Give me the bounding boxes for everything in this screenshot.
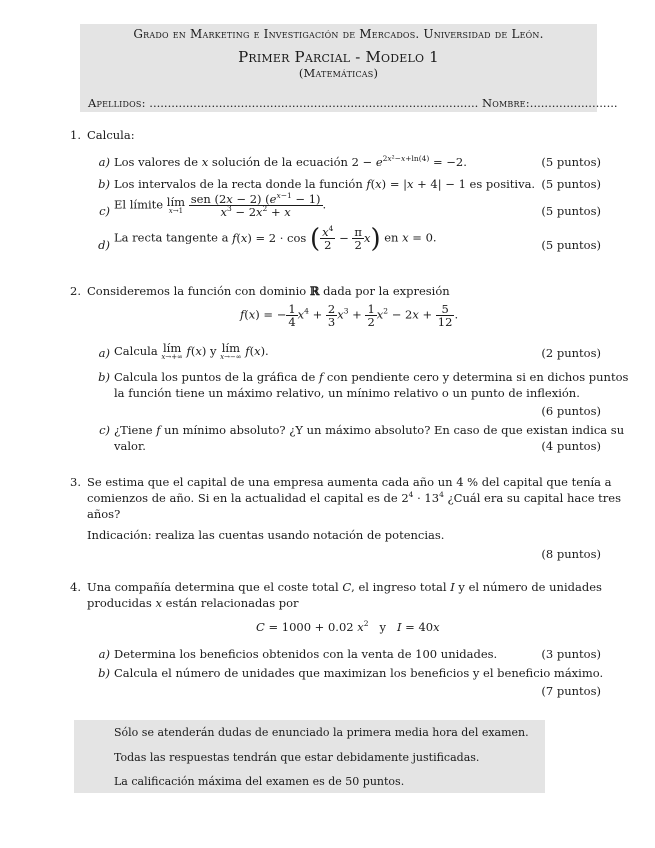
math-point: x = 0.	[402, 230, 437, 245]
text-segment: y	[209, 344, 217, 358]
question-line-3: años?	[87, 507, 121, 521]
name-label: Nombre:	[481, 96, 530, 110]
item-letter: b)	[98, 177, 110, 191]
math-fraction: $\frac{sen (2x - 2) (e^{x-1} - 1)}{x^3 - 2x^2 + x}$	[190, 191, 321, 219]
question-line-1: Una compañía determina que el coste total C, el ingreso total I y el número de unidades	[87, 580, 602, 594]
math-var: f	[318, 370, 324, 384]
points: (5 puntos)	[541, 155, 601, 169]
item-text-line-1	[114, 423, 624, 437]
note-3: La calificación máxima del examen es de 50 puntos.	[114, 775, 405, 788]
item-letter: b)	[98, 666, 110, 680]
institution-line: Grado en Marketing e Investigación de Mercados. Universidad de León.	[133, 27, 544, 41]
math-function-definition: f(x) = − $\frac{1}{4}$ $x^4$ + $\frac{2}{3}$ $x^3$ + $\frac{1}{2}$ $x^2 - 2x$ + $\frac{5}{12}$ .	[240, 302, 459, 329]
question-intro: Calcula:	[87, 128, 135, 142]
question-number: 2.	[70, 284, 81, 298]
text-segment: el ingreso total	[358, 580, 447, 594]
text-segment: Una compañía determina que el coste total	[87, 580, 339, 594]
math-limit: lím x→−∞	[220, 341, 242, 361]
math-equations: C = 1000 + 0.02 $x^2$ y I = 40x	[256, 619, 440, 634]
text-segment: es positiva.	[469, 177, 536, 191]
item-text: Calcula el número de unidades que maximizan los beneficios y el beneficio máximo.	[114, 666, 604, 680]
text-segment: La recta tangente a	[114, 230, 229, 245]
points: (6 puntos)	[541, 404, 601, 418]
points: (3 puntos)	[541, 647, 601, 661]
question-number: 4.	[70, 580, 81, 594]
exam-notes	[74, 720, 545, 793]
question-hint: Indicación: realiza las cuentas usando notación de potencias.	[87, 528, 445, 542]
points: (5 puntos)	[541, 238, 601, 252]
item-text	[114, 177, 535, 191]
item-text-line-2: valor.	[114, 439, 146, 453]
text-segment: están relacionadas por	[165, 596, 299, 610]
item-text-line-1	[114, 370, 628, 384]
math-var: x	[155, 596, 162, 610]
text-segment: en	[384, 230, 399, 245]
note-2: Todas las respuestas tendrán que estar debidamente justificadas.	[114, 751, 480, 764]
question-line-2	[87, 596, 299, 610]
note-1: Sólo se atenderán dudas de enunciado la primera media hora del examen.	[114, 726, 529, 739]
math-var: C	[342, 580, 352, 594]
item-letter: a)	[98, 346, 110, 360]
text-segment: Los intervalos de la recta donde la función	[114, 177, 363, 191]
math-capital: $2^4 \cdot 13^4$	[401, 490, 444, 505]
math-var: I	[450, 580, 455, 594]
surnames-field[interactable]: ..........................................................................................	[149, 96, 479, 110]
item-letter: d)	[98, 238, 110, 252]
math-function: f(x) = 2 · cos ( $\frac{x^4}{2}$ − $\frac{\pi}{2}$ x)	[232, 223, 381, 254]
student-fields	[88, 96, 618, 110]
question-number: 3.	[70, 475, 81, 489]
text-segment: ¿Tiene	[114, 423, 153, 437]
text-segment: y	[379, 620, 386, 634]
exam-header	[80, 24, 618, 112]
item-letter: a)	[98, 155, 110, 169]
surnames-label: Apellidos:	[88, 96, 146, 110]
text-segment: con pendiente cero y determina si en dichos puntos	[326, 370, 629, 384]
math-limit: lím x→1	[166, 194, 186, 215]
text-segment: Calcula	[114, 344, 158, 358]
item-text	[114, 155, 467, 169]
item-letter: c)	[99, 204, 110, 218]
text-segment: y el número de unidades	[458, 580, 602, 594]
question-number: 1.	[70, 128, 81, 142]
math-limit: lím x→+∞	[161, 341, 183, 361]
text-segment: dada por la expresión	[323, 284, 450, 298]
points: (8 puntos)	[541, 547, 601, 561]
text-segment: producidas	[87, 596, 152, 610]
item-letter: a)	[98, 647, 110, 661]
math-reals: ℝ	[309, 284, 320, 298]
text-segment: Calcula los puntos de la gráfica de	[114, 370, 316, 384]
text-segment: comienzos de año. Si en la actualidad el capital es de	[87, 491, 398, 505]
item-text: Calcula lím x→+∞ f(x) y lím x→−∞ f(x).	[114, 341, 269, 361]
question-line-2	[87, 491, 621, 505]
math-equation: $2 - e^{2x^2-x+ln(4)} = -2$.	[351, 154, 467, 169]
text-segment: un mínimo absoluto? ¿Y un máximo absoluto? En caso de que existan indica su	[164, 423, 625, 437]
math-var: f	[156, 423, 161, 437]
exam-subject: (Matemáticas)	[298, 66, 379, 80]
text-segment: solución de la ecuación	[211, 155, 348, 169]
text-segment: ¿Cuál era su capital hace tres	[447, 491, 621, 505]
points: (2 puntos)	[541, 346, 601, 360]
points: (7 puntos)	[541, 684, 601, 698]
item-text	[114, 223, 437, 254]
text-segment: Los valores de	[114, 155, 199, 169]
item-text: El límite lím x→1 $\frac{sen (2x - 2) (e^{x-1} - 1)}{x^3 - 2x^2 + x}$ .	[114, 191, 327, 219]
name-field[interactable]: ........................	[529, 96, 618, 110]
points: (5 puntos)	[541, 177, 601, 191]
exam-title: Primer Parcial - Modelo 1	[238, 48, 439, 66]
math-function: f(x) = |x + 4| − 1	[366, 177, 466, 191]
text-segment: El límite	[114, 197, 164, 212]
item-text: Determina los beneficios obtenidos con la venta de 100 unidades.	[114, 647, 498, 661]
points: (5 puntos)	[541, 204, 601, 218]
question-line-1: Se estima que el capital de una empresa aumenta cada año un 4 % del capital que tenía a	[87, 475, 612, 489]
points: (4 puntos)	[541, 439, 601, 453]
item-letter: b)	[98, 370, 110, 384]
text-segment: Consideremos la función con dominio	[87, 284, 307, 298]
question-intro	[87, 284, 450, 298]
item-text-line-2: la función tiene un máximo relativo, un mínimo relativo o un punto de inflexión.	[114, 386, 580, 400]
item-letter: c)	[99, 423, 110, 437]
math-var: x	[201, 155, 209, 169]
